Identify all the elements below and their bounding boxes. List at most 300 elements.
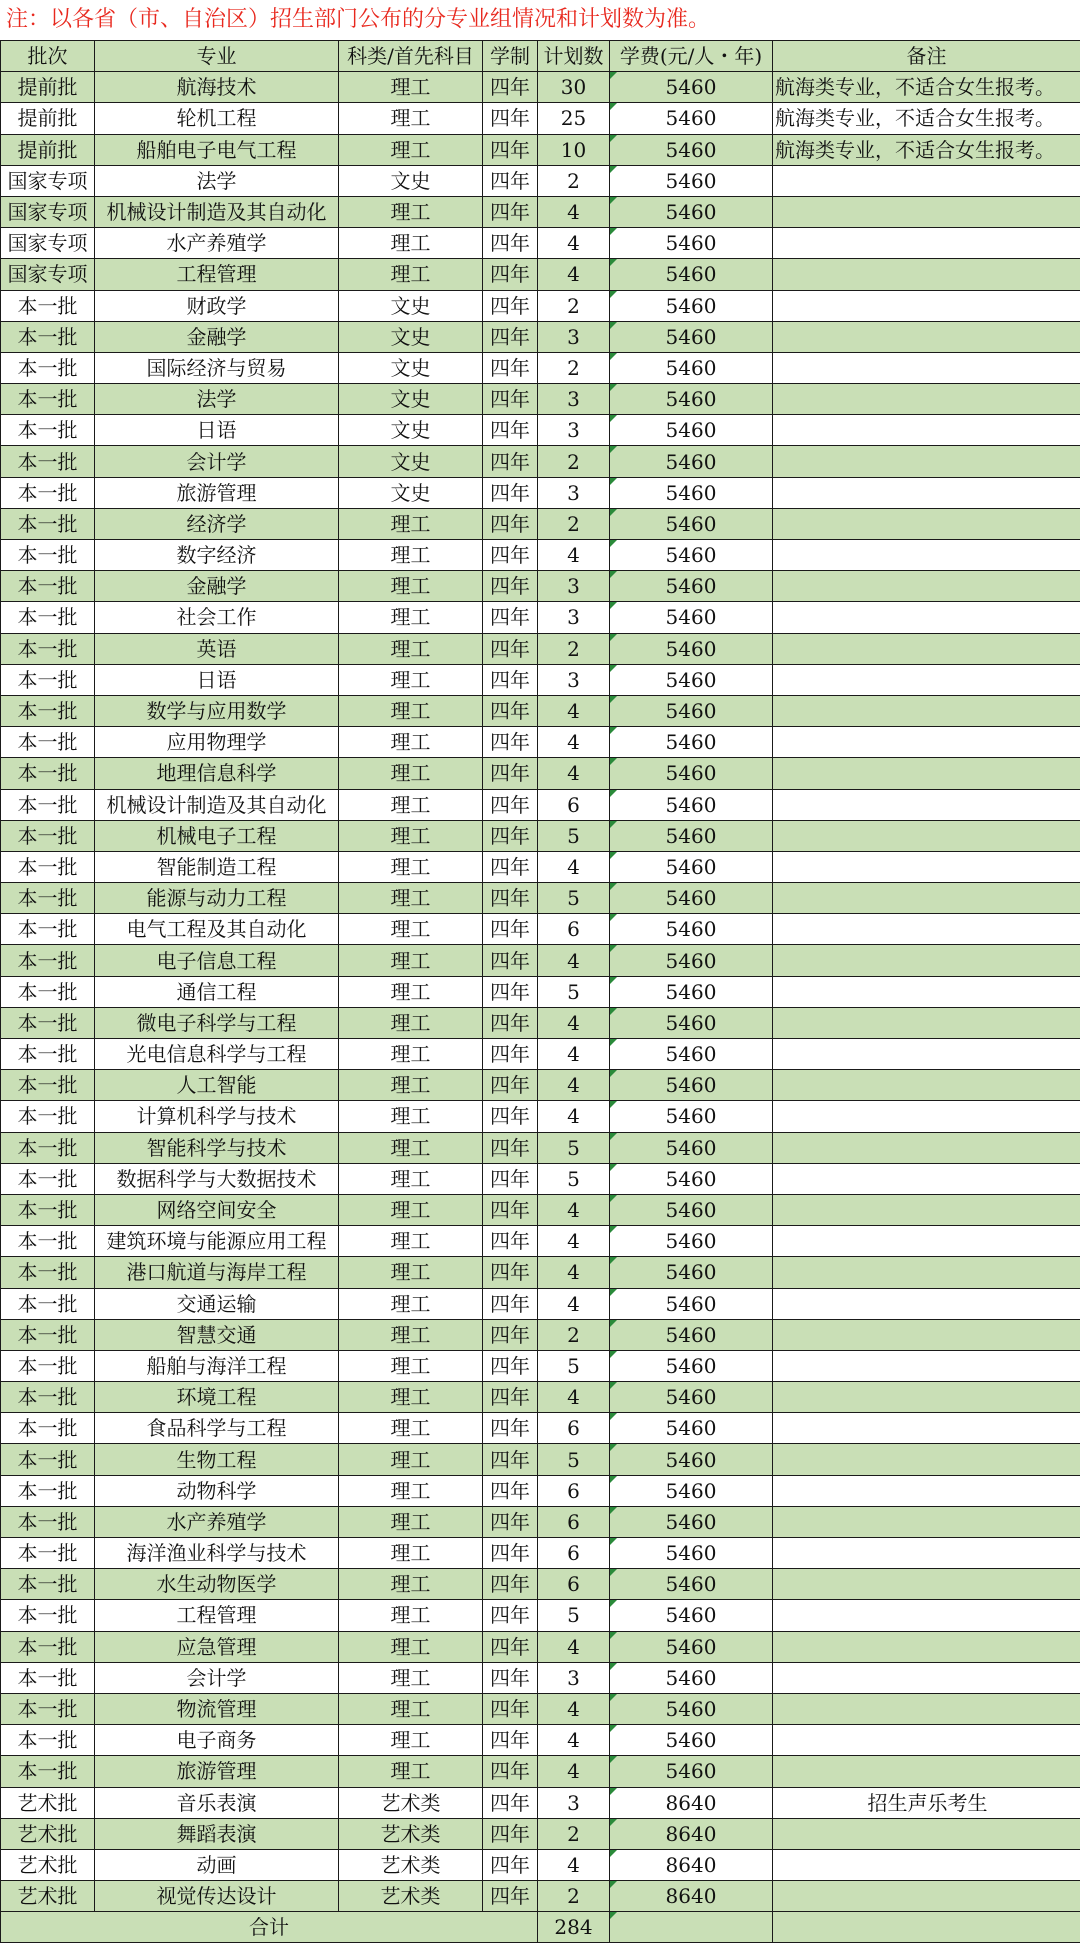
remark-cell [773,1475,1080,1506]
table-row [1,789,1080,820]
plan-count-cell: 5 [538,883,610,914]
major-cell: 智能制造工程 [95,851,339,882]
table-row [1,633,1080,664]
batch-cell: 本一批 [1,1413,95,1444]
subject-cell: 理工 [339,945,483,976]
table-row [1,259,1080,290]
duration-cell: 四年 [483,602,538,633]
plan-count-cell: 2 [538,1818,610,1849]
header-row [1,41,1080,72]
plan-count-cell: 4 [538,695,610,726]
remark-cell [773,1039,1080,1070]
plan-count-cell: 5 [538,1132,610,1163]
table-row [1,1569,1080,1600]
subject-cell: 理工 [339,1693,483,1724]
tuition-cell: 5460 [610,228,773,259]
remark-cell [773,446,1080,477]
major-cell: 水产养殖学 [95,228,339,259]
subject-cell: 理工 [339,134,483,165]
tuition-cell: 5460 [610,758,773,789]
subject-cell: 理工 [339,72,483,103]
plan-count-cell: 5 [538,1163,610,1194]
header-duration: 学制 [483,41,538,72]
subject-cell: 理工 [339,1506,483,1537]
major-cell: 电子信息工程 [95,945,339,976]
remark-cell [773,1413,1080,1444]
tuition-cell: 5460 [610,851,773,882]
major-cell: 日语 [95,415,339,446]
plan-count-cell: 4 [538,1756,610,1787]
duration-cell: 四年 [483,1382,538,1413]
table-row [1,196,1080,227]
table-note: 注：以各省（市、自治区）招生部门公布的分专业组情况和计划数为准。 [6,7,711,32]
major-cell: 应急管理 [95,1631,339,1662]
header-plan-count: 计划数 [538,41,610,72]
tuition-cell: 5460 [610,633,773,664]
remark-cell [773,1132,1080,1163]
duration-cell: 四年 [483,914,538,945]
plan-count-cell: 6 [538,1506,610,1537]
subject-cell: 文史 [339,290,483,321]
plan-count-cell: 4 [538,1070,610,1101]
subject-cell: 理工 [339,1631,483,1662]
batch-cell: 本一批 [1,1194,95,1225]
plan-count-cell: 25 [538,103,610,134]
major-cell: 建筑环境与能源应用工程 [95,1226,339,1257]
major-cell: 机械电子工程 [95,820,339,851]
plan-count-cell: 4 [538,1257,610,1288]
table-row [1,1319,1080,1350]
duration-cell: 四年 [483,1818,538,1849]
tuition-cell: 5460 [610,352,773,383]
duration-cell: 四年 [483,945,538,976]
plan-count-cell: 2 [538,1881,610,1912]
table-row [1,228,1080,259]
duration-cell: 四年 [483,1194,538,1225]
duration-cell: 四年 [483,352,538,383]
batch-cell: 本一批 [1,758,95,789]
table-row [1,384,1080,415]
subject-cell: 理工 [339,789,483,820]
batch-cell: 提前批 [1,72,95,103]
duration-cell: 四年 [483,477,538,508]
major-cell: 数据科学与大数据技术 [95,1163,339,1194]
major-cell: 旅游管理 [95,477,339,508]
major-cell: 金融学 [95,571,339,602]
table-row [1,883,1080,914]
subject-cell: 文史 [339,415,483,446]
subject-cell: 理工 [339,1600,483,1631]
plan-count-cell: 4 [538,1194,610,1225]
batch-cell: 艺术批 [1,1881,95,1912]
batch-cell: 国家专项 [1,259,95,290]
subject-cell: 理工 [339,633,483,664]
table-row [1,914,1080,945]
batch-cell: 本一批 [1,384,95,415]
remark-cell [773,384,1080,415]
batch-cell: 本一批 [1,1662,95,1693]
remark-cell [773,196,1080,227]
remark-cell: 招生声乐考生 [773,1787,1080,1818]
batch-cell: 本一批 [1,1693,95,1724]
subject-cell: 理工 [339,1070,483,1101]
major-cell: 法学 [95,165,339,196]
duration-cell: 四年 [483,1039,538,1070]
major-cell: 机械设计制造及其自动化 [95,789,339,820]
table-row [1,1350,1080,1381]
table-row [1,1070,1080,1101]
major-cell: 工程管理 [95,1600,339,1631]
subject-cell: 理工 [339,1194,483,1225]
subject-cell: 理工 [339,259,483,290]
remark-cell [773,1350,1080,1381]
duration-cell: 四年 [483,758,538,789]
tuition-cell: 5460 [610,72,773,103]
plan-count-cell: 6 [538,1569,610,1600]
subject-cell: 理工 [339,1288,483,1319]
table-row [1,1693,1080,1724]
tuition-cell: 5460 [610,477,773,508]
major-cell: 微电子科学与工程 [95,1007,339,1038]
remark-cell [773,1600,1080,1631]
remark-cell [773,883,1080,914]
plan-count-cell: 3 [538,415,610,446]
remark-cell [773,1007,1080,1038]
subject-cell: 艺术类 [339,1881,483,1912]
remark-cell [773,1444,1080,1475]
subject-cell: 理工 [339,1756,483,1787]
batch-cell: 本一批 [1,1101,95,1132]
subject-cell: 理工 [339,883,483,914]
plan-count-cell: 4 [538,196,610,227]
remark-cell [773,571,1080,602]
batch-cell: 本一批 [1,1631,95,1662]
table-row [1,1288,1080,1319]
remark-cell: 航海类专业，不适合女生报考。 [773,72,1080,103]
header-batch: 批次 [1,41,95,72]
remark-cell [773,758,1080,789]
plan-count-cell: 5 [538,820,610,851]
plan-count-cell: 4 [538,1849,610,1880]
batch-cell: 本一批 [1,1070,95,1101]
table-row [1,1039,1080,1070]
remark-cell [773,695,1080,726]
remark-cell [773,1506,1080,1537]
remark-cell [773,1849,1080,1880]
major-cell: 法学 [95,384,339,415]
tuition-cell: 5460 [610,1194,773,1225]
major-cell: 动物科学 [95,1475,339,1506]
duration-cell: 四年 [483,571,538,602]
subject-cell: 理工 [339,851,483,882]
tuition-cell: 5460 [610,290,773,321]
batch-cell: 提前批 [1,134,95,165]
subject-cell: 理工 [339,1413,483,1444]
tuition-cell: 5460 [610,695,773,726]
tuition-cell: 5460 [610,664,773,695]
batch-cell: 本一批 [1,446,95,477]
remark-cell [773,290,1080,321]
plan-count-cell: 3 [538,321,610,352]
remark-cell [773,633,1080,664]
major-cell: 食品科学与工程 [95,1413,339,1444]
remark-cell [773,1818,1080,1849]
plan-count-cell: 6 [538,1413,610,1444]
batch-cell: 本一批 [1,633,95,664]
duration-cell: 四年 [483,1319,538,1350]
table-row [1,1756,1080,1787]
table-row [1,1787,1080,1818]
tuition-cell: 5460 [610,1506,773,1537]
duration-cell: 四年 [483,508,538,539]
duration-cell: 四年 [483,1693,538,1724]
subject-cell: 理工 [339,540,483,571]
tuition-cell: 5460 [610,1538,773,1569]
remark-cell [773,1257,1080,1288]
table-row [1,72,1080,103]
duration-cell: 四年 [483,1787,538,1818]
tuition-cell: 5460 [610,1475,773,1506]
plan-count-cell: 30 [538,72,610,103]
remark-cell [773,477,1080,508]
table-row [1,820,1080,851]
tuition-cell: 5460 [610,1288,773,1319]
remark-cell [773,851,1080,882]
batch-cell: 本一批 [1,602,95,633]
batch-cell: 本一批 [1,1132,95,1163]
table-row [1,571,1080,602]
batch-cell: 本一批 [1,415,95,446]
tuition-cell: 8640 [610,1818,773,1849]
remark-cell [773,727,1080,758]
batch-cell: 本一批 [1,1506,95,1537]
batch-cell: 国家专项 [1,228,95,259]
major-cell: 社会工作 [95,602,339,633]
header-major: 专业 [95,41,339,72]
subject-cell: 理工 [339,1538,483,1569]
batch-cell: 本一批 [1,1257,95,1288]
plan-count-cell: 4 [538,1382,610,1413]
remark-cell [773,415,1080,446]
remark-cell [773,914,1080,945]
table-row [1,1725,1080,1756]
table-row [1,602,1080,633]
subject-cell: 理工 [339,1725,483,1756]
subject-cell: 文史 [339,446,483,477]
remark-cell [773,1070,1080,1101]
subject-cell: 理工 [339,1475,483,1506]
batch-cell: 本一批 [1,540,95,571]
subject-cell: 理工 [339,1444,483,1475]
tuition-cell: 5460 [610,1007,773,1038]
major-cell: 应用物理学 [95,727,339,758]
tuition-cell: 5460 [610,1070,773,1101]
batch-cell: 本一批 [1,1475,95,1506]
batch-cell: 本一批 [1,914,95,945]
batch-cell: 本一批 [1,1039,95,1070]
plan-count-cell: 4 [538,1631,610,1662]
remark-cell [773,1288,1080,1319]
table-row [1,1475,1080,1506]
subject-cell: 艺术类 [339,1818,483,1849]
batch-cell: 本一批 [1,1725,95,1756]
remark-cell [773,1382,1080,1413]
remark-cell [773,1569,1080,1600]
batch-cell: 本一批 [1,1756,95,1787]
tuition-cell: 5460 [610,883,773,914]
major-cell: 网络空间安全 [95,1194,339,1225]
table-row [1,352,1080,383]
remark-cell [773,1319,1080,1350]
tuition-cell: 5460 [610,1725,773,1756]
tuition-cell: 5460 [610,976,773,1007]
header-subject: 科类/首先科目 [339,41,483,72]
header-tuition: 学费(元/人・年) [610,41,773,72]
batch-cell: 本一批 [1,1600,95,1631]
enrollment-plan-table [0,40,1080,1943]
major-cell: 航海技术 [95,72,339,103]
duration-cell: 四年 [483,384,538,415]
major-cell: 船舶电子电气工程 [95,134,339,165]
subject-cell: 理工 [339,976,483,1007]
subject-cell: 理工 [339,103,483,134]
tuition-cell: 5460 [610,321,773,352]
batch-cell: 本一批 [1,1319,95,1350]
tuition-cell: 5460 [610,1257,773,1288]
major-cell: 光电信息科学与工程 [95,1039,339,1070]
duration-cell: 四年 [483,165,538,196]
subject-cell: 艺术类 [339,1787,483,1818]
subject-cell: 理工 [339,1569,483,1600]
subject-cell: 理工 [339,1132,483,1163]
major-cell: 视觉传达设计 [95,1881,339,1912]
duration-cell: 四年 [483,1226,538,1257]
tuition-cell: 5460 [610,789,773,820]
major-cell: 金融学 [95,321,339,352]
remark-cell [773,1631,1080,1662]
table-row [1,1007,1080,1038]
duration-cell: 四年 [483,1506,538,1537]
table-row [1,1101,1080,1132]
major-cell: 音乐表演 [95,1787,339,1818]
tuition-cell: 5460 [610,571,773,602]
subject-cell: 理工 [339,820,483,851]
major-cell: 轮机工程 [95,103,339,134]
subject-cell: 理工 [339,602,483,633]
batch-cell: 本一批 [1,1226,95,1257]
subject-cell: 理工 [339,1662,483,1693]
plan-count-cell: 5 [538,1444,610,1475]
table-row [1,134,1080,165]
batch-cell: 国家专项 [1,165,95,196]
batch-cell: 本一批 [1,1288,95,1319]
tuition-cell: 5460 [610,446,773,477]
subject-cell: 理工 [339,1163,483,1194]
duration-cell: 四年 [483,633,538,664]
table-row [1,945,1080,976]
duration-cell: 四年 [483,976,538,1007]
table-row [1,1631,1080,1662]
major-cell: 会计学 [95,1662,339,1693]
total-value: 284 [538,1912,610,1943]
subject-cell: 理工 [339,758,483,789]
table-row [1,540,1080,571]
duration-cell: 四年 [483,290,538,321]
table-row [1,758,1080,789]
tuition-cell: 5460 [610,1693,773,1724]
table-row [1,508,1080,539]
tuition-cell: 5460 [610,914,773,945]
table-row [1,1538,1080,1569]
table-row [1,1506,1080,1537]
tuition-cell: 5460 [610,1413,773,1444]
subject-cell: 文史 [339,352,483,383]
duration-cell: 四年 [483,228,538,259]
total-row [1,1912,1080,1943]
table-row [1,976,1080,1007]
batch-cell: 本一批 [1,508,95,539]
subject-cell: 理工 [339,1226,483,1257]
header-remark: 备注 [773,41,1080,72]
duration-cell: 四年 [483,1444,538,1475]
remark-cell [773,820,1080,851]
table-row [1,1163,1080,1194]
duration-cell: 四年 [483,1007,538,1038]
tuition-cell: 5460 [610,1163,773,1194]
tuition-cell: 8640 [610,1881,773,1912]
plan-count-cell: 2 [538,165,610,196]
major-cell: 财政学 [95,290,339,321]
major-cell: 英语 [95,633,339,664]
batch-cell: 本一批 [1,352,95,383]
duration-cell: 四年 [483,540,538,571]
tuition-cell: 5460 [610,1444,773,1475]
batch-cell: 本一批 [1,695,95,726]
batch-cell: 本一批 [1,1569,95,1600]
remark-cell [773,1725,1080,1756]
major-cell: 地理信息科学 [95,758,339,789]
subject-cell: 文史 [339,321,483,352]
tuition-cell: 5460 [610,1631,773,1662]
duration-cell: 四年 [483,1163,538,1194]
duration-cell: 四年 [483,1101,538,1132]
major-cell: 船舶与海洋工程 [95,1350,339,1381]
batch-cell: 本一批 [1,883,95,914]
duration-cell: 四年 [483,695,538,726]
plan-count-cell: 6 [538,1538,610,1569]
major-cell: 计算机科学与技术 [95,1101,339,1132]
major-cell: 物流管理 [95,1693,339,1724]
batch-cell: 本一批 [1,1538,95,1569]
table-row [1,1444,1080,1475]
major-cell: 国际经济与贸易 [95,352,339,383]
remark-cell [773,165,1080,196]
plan-count-cell: 3 [538,602,610,633]
major-cell: 港口航道与海岸工程 [95,1257,339,1288]
major-cell: 电气工程及其自动化 [95,914,339,945]
plan-count-cell: 3 [538,1662,610,1693]
table-row [1,695,1080,726]
plan-count-cell: 5 [538,1350,610,1381]
total-remark-cell [773,1912,1080,1943]
plan-count-cell: 4 [538,1288,610,1319]
major-cell: 机械设计制造及其自动化 [95,196,339,227]
table-row [1,664,1080,695]
total-tuition-cell [610,1912,773,1943]
batch-cell: 本一批 [1,664,95,695]
plan-count-cell: 4 [538,1226,610,1257]
batch-cell: 本一批 [1,290,95,321]
